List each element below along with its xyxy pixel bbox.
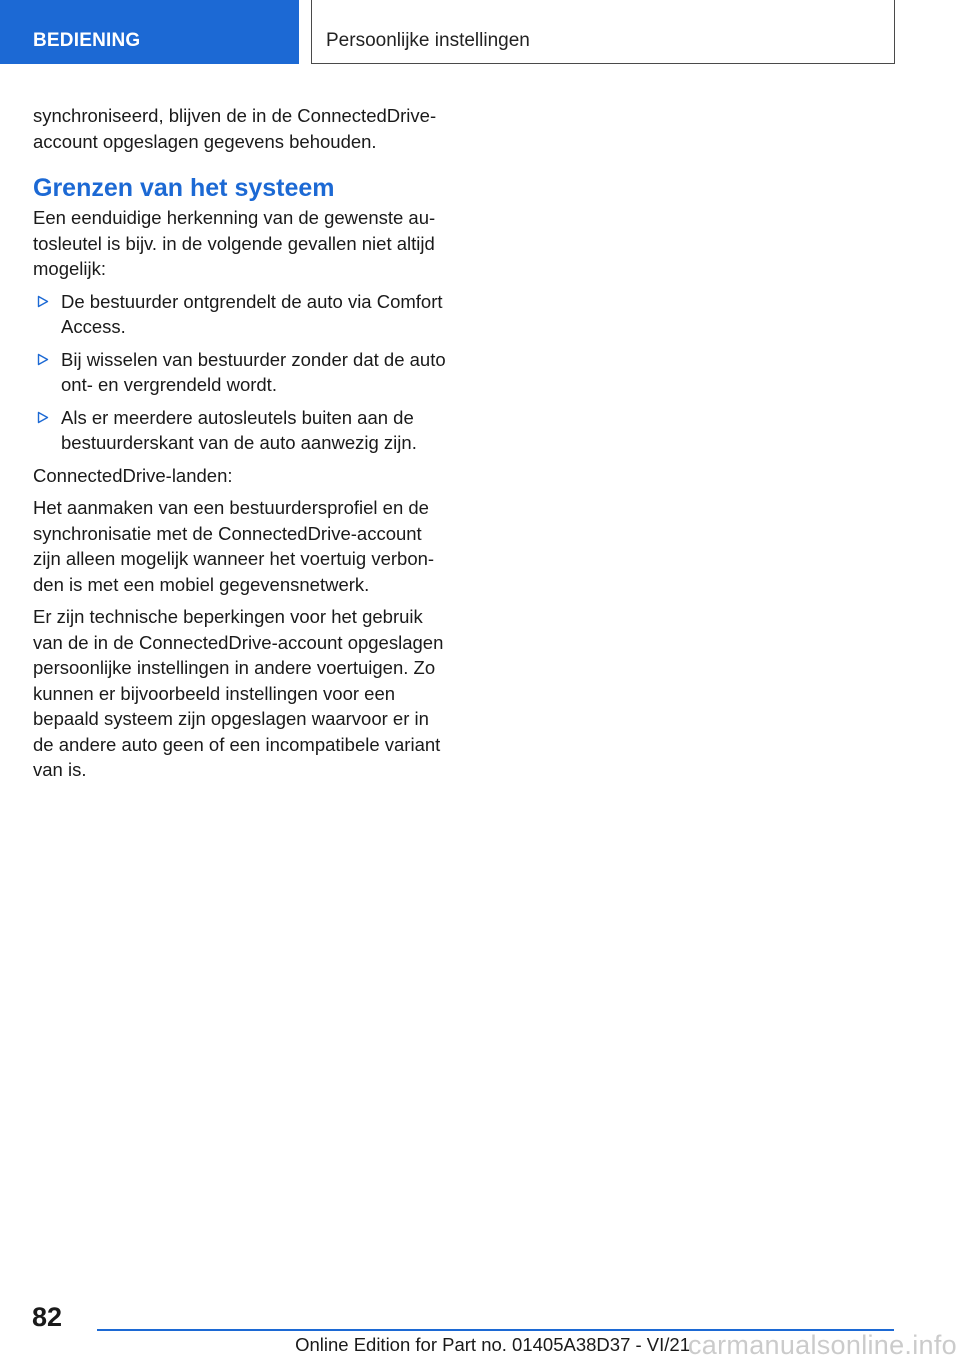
page-number: 82 (32, 1302, 63, 1332)
list-item (33, 347, 451, 398)
list-item (33, 289, 451, 340)
watermark: carmanualsonline.info (688, 1330, 957, 1360)
main-content (33, 103, 451, 790)
chapter-title: Persoonlijke instellingen (326, 30, 530, 51)
triangle-bullet-icon (37, 411, 49, 424)
triangle-bullet-icon (37, 353, 49, 366)
list-item-text: De bestuurder ontgrendelt de auto via Comfort Access. (61, 290, 443, 337)
subheading-paragraph: ConnectedDrive-landen: (33, 464, 233, 486)
body-paragraph: Er zijn technische beperkingen voor het gebruik van de in de ConnectedDrive-account opgeslagen persoonlijke instellingen in andere voertuigen. Zo kunnen er bijvoorbeeld instellingen voor een bepaald systeem zijn opgeslagen waarvoor er in de andere auto geen of een incompatibele variant van is. (33, 606, 444, 780)
section-tab (0, 0, 299, 64)
section-heading: Grenzen van het systeem (33, 174, 335, 202)
lead-paragraph: Een eenduidige herkenning van de gewenste autosleutel is bijv. in de volgende gevallen niet altijd mogelijk: (33, 207, 436, 279)
edition-text: Online Edition for Part no. 01405A38D37 - VI/21 (295, 1334, 690, 1355)
body-paragraph: Het aanmaken van een bestuurdersprofiel en de synchronisatie met de ConnectedDrive-account zijn alleen mogelijk wanneer het voertuig verbonden is met een mobiel gegevensnetwerk. (33, 497, 435, 595)
list-item-text: Bij wisselen van bestuurder zonder dat de auto ont- en vergrendeld wordt. (61, 348, 446, 395)
section-label: BEDIENING (33, 30, 141, 51)
triangle-bullet-icon (37, 295, 49, 308)
list-item-text: Als er meerdere autosleutels buiten aan de bestuurderskant van de auto aanwezig zijn. (61, 406, 417, 453)
limitations-list (33, 289, 451, 456)
intro-paragraph: synchroniseerd, blijven de in de ConnectedDrive-account opgeslagen gegevens behouden. (33, 105, 437, 152)
chapter-header (311, 0, 895, 64)
list-item (33, 405, 451, 456)
